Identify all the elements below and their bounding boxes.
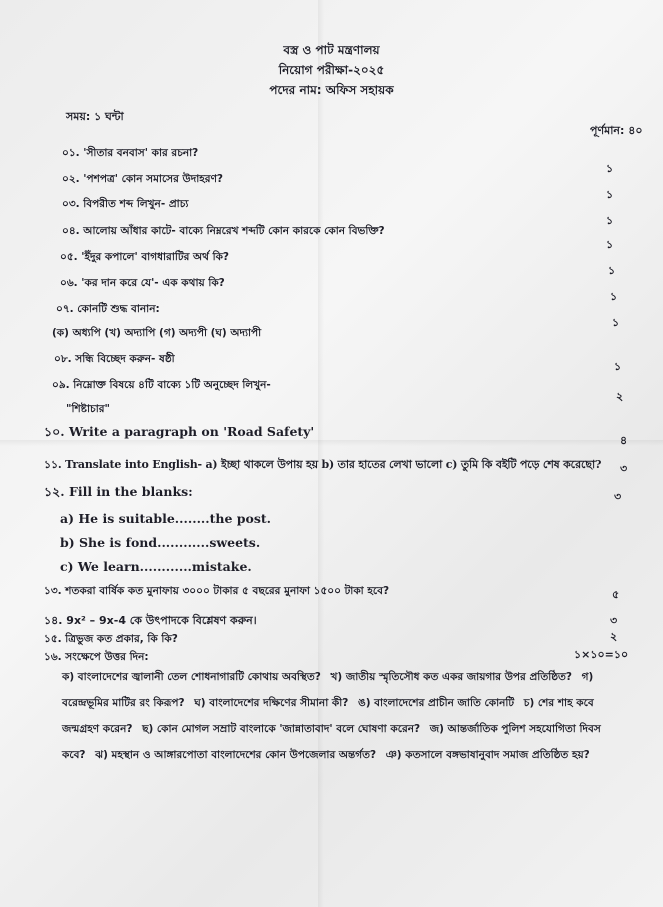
blank-b: b) She is fond............sweets. (60, 535, 261, 550)
question-06: ০৬. 'কর দান করে যে'- এক কথায় কি? (60, 277, 225, 289)
short-answer-list (62, 664, 622, 768)
question-16-mark: ১×১০=১০ (574, 648, 629, 661)
short-answer-chha: ছ) কোন মোগল সম্রাট বাংলাকে 'জান্নাতাবাদ' বলে ঘোষণা করেন? (142, 723, 421, 735)
short-answer-nio: ঞ) কতসালে বঙ্গভাষানুবাদ সমাজ প্রতিষ্ঠিত হয়? (385, 749, 590, 761)
question-01: ০১. 'সীতার বনবাস' কার রচনা? (62, 147, 199, 159)
question-09: ০৯. নিম্নোক্ত বিষয়ে ৪টি বাক্যে ১টি অনুচ্ছেদ লিখুন- (52, 379, 271, 391)
short-answer-ka: ক) বাংলাদেশের জ্বালানী তেল শোধনাগারটি কোথায় অবস্থিত? (62, 671, 321, 683)
question-14-mark: ৩ (610, 614, 618, 627)
paper-header (0, 40, 663, 100)
question-07-options: (ক) অধ্যপি (খ) অদ্যাপি (গ) অদ্যপী (ঘ) অদ্যাপী (52, 327, 262, 339)
short-answer-umo: ঙ) বাংলাদেশের প্রাচীন জাতি কোনটি (358, 697, 515, 709)
question-01-mark: ১ (606, 162, 614, 175)
question-13-mark: ৫ (612, 588, 620, 601)
question-06-mark: ১ (610, 290, 618, 303)
question-10-mark: ৪ (620, 434, 628, 447)
question-13: ১৩. শতকরা বার্ষিক কত মুনাফায় ৩০০০ টাকার ৫ বছরের মুনাফা ১৫০০ টাকা হবে? (44, 585, 390, 597)
question-04: ০৪. আলোয় আঁধার কাটে- বাক্যে নিম্নরেখ শব্দটি কোন কারকে কোন বিভক্তি? (62, 225, 385, 237)
question-15-mark: ২ (610, 630, 618, 643)
short-answer-jha: ঝ) মহস্থান ও আঙ্গারপোতা বাংলাদেশের কোন উপজেলার অন্তর্গত? (95, 749, 377, 761)
question-08-mark: ১ (614, 360, 622, 373)
exam-title: নিয়োগ পরীক্ষা-২০২৫ (278, 63, 385, 77)
blank-a: a) He is suitable........the post. (60, 511, 272, 526)
question-10: ১০. Write a paragraph on 'Road Safety' (44, 424, 315, 439)
short-answer-gha: ঘ) বাংলাদেশের দক্ষিণের সীমানা কী? (194, 697, 349, 709)
question-03: ০৩. বিপরীত শব্দ লিখুন- প্রাচ্য (62, 198, 189, 210)
short-answer-kha: খ) জাতীয় স্মৃতিসৌধ কত একর জায়গার উপর প্রতিষ্ঠিত? (330, 671, 573, 683)
blank-c: c) We learn............mistake. (60, 559, 252, 574)
question-16: ১৬. সংক্ষেপে উত্তর দিন: (44, 651, 149, 663)
short-answer-ga: গ) বরেন্দ্রভূমির মাটির রং কিরূপ? (62, 671, 594, 709)
question-07: ০৭. কোনটি শুদ্ধ বানান: (56, 303, 160, 315)
question-11: ১১. Translate into English- a) ইচ্ছা থাকলে উপায় হয় b) তার হাতের লেখা ভালো c) তুমি কি বইটি পড়ে শেষ করেছো? (44, 458, 602, 471)
short-answer-cha: চ) শের শাহ কবে জন্মগ্রহণ করেন? (62, 697, 594, 735)
question-03-mark: ১ (606, 214, 614, 227)
question-04-mark: ১ (606, 238, 614, 251)
question-05: ০৫. 'ইঁদুর কপালে' বাগধারাটির অর্থ কি? (60, 251, 230, 263)
question-05-mark: ১ (608, 264, 616, 277)
short-answer-ja: জ) আন্তর্জাতিক পুলিশ সহযোগিতা দিবস কবে? (62, 723, 601, 761)
question-07-mark: ১ (612, 316, 620, 329)
question-14: ১৪. 9x² – 9x-4 কে উৎপাদকে বিশ্লেষণ করুন। (44, 614, 257, 627)
question-15: ১৫. ত্রিভুজ কত প্রকার, কি কি? (44, 633, 178, 645)
question-02: ০২. 'পশপত্র' কোন সমাসের উদাহরণ? (62, 173, 224, 185)
question-02-mark: ১ (606, 188, 614, 201)
question-12-mark: ৩ (614, 490, 622, 503)
question-12: ১২. Fill in the blanks: (44, 484, 193, 499)
question-09-topic: "শিষ্টাচার" (66, 403, 110, 415)
question-09-mark: ২ (616, 390, 624, 403)
question-08: ০৮. সন্ধি বিচ্ছেদ করুন- ষষ্ঠী (54, 353, 175, 365)
exam-time: সময়: ১ ঘন্টা (66, 110, 124, 123)
post-title: পদের নাম: অফিস সহায়ক (269, 83, 394, 97)
full-marks: পূর্ণমান: ৪০ (590, 124, 643, 137)
question-11-mark: ৩ (620, 462, 628, 475)
ministry-title: বস্ত্র ও পাট মন্ত্রণালয় (283, 43, 380, 57)
